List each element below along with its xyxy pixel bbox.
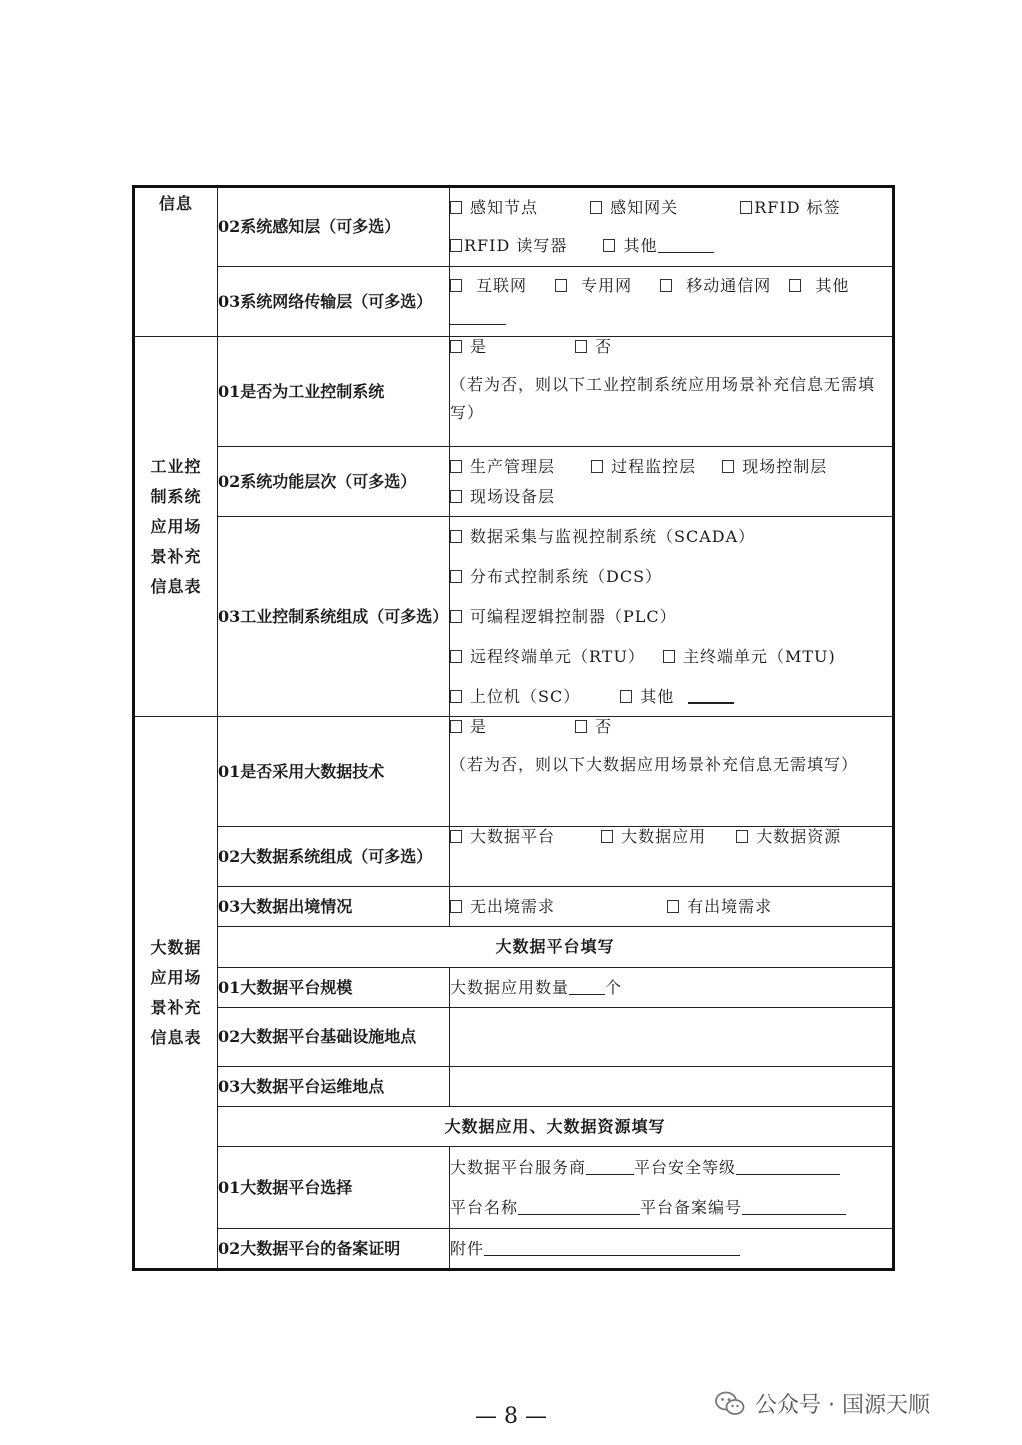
fill-blank[interactable] [484, 1241, 740, 1256]
checkbox[interactable] [591, 460, 603, 473]
checkbox[interactable] [450, 570, 462, 583]
page-number: — 8 — [475, 1404, 547, 1429]
checkbox[interactable] [450, 201, 462, 214]
checkbox[interactable] [667, 900, 679, 913]
checkbox[interactable] [450, 239, 462, 252]
watermark: 公众号 · 国源天顺 [715, 1388, 930, 1419]
checkbox[interactable] [450, 690, 462, 703]
answer-platform-infra-location[interactable] [450, 1008, 894, 1067]
answer-network-layer: 互联网 专用网 移动通信网 其他 [450, 267, 894, 337]
checkbox[interactable] [601, 830, 613, 843]
checkbox[interactable] [450, 900, 462, 913]
checkbox[interactable] [450, 610, 462, 623]
fill-blank[interactable] [742, 1200, 846, 1215]
question-platform-ops-location: 03大数据平台运维地点 [218, 1067, 450, 1107]
wechat-icon [715, 1391, 745, 1417]
checkbox[interactable] [450, 460, 462, 473]
question-platform-infra-location: 02大数据平台基础设施地点 [218, 1008, 450, 1067]
checkbox[interactable] [450, 340, 462, 353]
checkbox[interactable] [450, 720, 462, 733]
question-platform-choice: 01大数据平台选择 [218, 1147, 450, 1229]
fill-blank[interactable] [450, 310, 506, 325]
checkbox[interactable] [660, 279, 672, 292]
answer-filing-proof: 附件 [450, 1229, 894, 1270]
checkbox[interactable] [450, 490, 462, 503]
fill-blank[interactable] [688, 688, 734, 704]
question-uses-bigdata: 01是否采用大数据技术 [218, 717, 450, 827]
checkbox[interactable] [450, 650, 462, 663]
answer-bigdata-export: 无出境需求 有出境需求 [450, 887, 894, 927]
answer-platform-scale: 大数据应用数量 个 [450, 968, 894, 1008]
section-label-info: 信息 [134, 187, 218, 337]
checkbox[interactable] [722, 460, 734, 473]
info-form-table [132, 185, 895, 1271]
checkbox[interactable] [450, 279, 462, 292]
answer-is-ics: 是 否 （若为否，则以下工业控制系统应用场景补充信息无需填写） [450, 337, 894, 447]
section-label-ics: 工业控制系统应用场景补充信息表 [134, 337, 218, 717]
answer-perception-layer: 感知节点 感知网关 RFID 标签 RFID 读写器 其他 [450, 187, 894, 267]
checkbox[interactable] [575, 340, 587, 353]
fill-blank[interactable] [518, 1200, 640, 1215]
checkbox[interactable] [736, 830, 748, 843]
question-is-ics: 01是否为工业控制系统 [218, 337, 450, 447]
question-ics-components: 03工业控制系统组成（可多选） [218, 517, 450, 717]
answer-bigdata-components: 大数据平台 大数据应用 大数据资源 [450, 827, 894, 887]
question-bigdata-components: 02大数据系统组成（可多选） [218, 827, 450, 887]
answer-uses-bigdata: 是 否 （若为否，则以下大数据应用场景补充信息无需填写） [450, 717, 894, 827]
checkbox[interactable] [450, 830, 462, 843]
fill-blank[interactable] [658, 238, 714, 253]
checkbox[interactable] [603, 239, 615, 252]
answer-ics-components: 数据采集与监视控制系统（SCADA） 分布式控制系统（DCS） 可编程逻辑控制器（PLC） 远程终端单元（RTU） 主终端单元（MTU) 上位机（SC） 其他 [450, 517, 894, 717]
question-network-layer: 03系统网络传输层（可多选） [218, 267, 450, 337]
fill-blank[interactable] [586, 1160, 634, 1175]
answer-function-levels: 生产管理层 过程监控层 现场控制层 现场设备层 [450, 447, 894, 517]
checkbox[interactable] [575, 720, 587, 733]
checkbox[interactable] [555, 279, 567, 292]
subheading-apps-resources: 大数据应用、大数据资源填写 [218, 1107, 894, 1147]
checkbox[interactable] [450, 530, 462, 543]
checkbox[interactable] [740, 201, 752, 214]
answer-platform-ops-location[interactable] [450, 1067, 894, 1107]
question-bigdata-export: 03大数据出境情况 [218, 887, 450, 927]
fill-blank[interactable] [569, 980, 605, 995]
question-perception-layer: 02系统感知层（可多选） [218, 187, 450, 267]
checkbox[interactable] [590, 201, 602, 214]
section-label-bigdata: 大数据应用场景补充信息表 [134, 717, 218, 1270]
checkbox[interactable] [663, 650, 675, 663]
checkbox[interactable] [620, 690, 632, 703]
question-function-levels: 02系统功能层次（可多选） [218, 447, 450, 517]
fill-blank[interactable] [736, 1160, 840, 1175]
answer-platform-choice: 大数据平台服务商 平台安全等级 平台名称 平台备案编号 [450, 1147, 894, 1229]
checkbox[interactable] [789, 279, 801, 292]
question-platform-scale: 01大数据平台规模 [218, 968, 450, 1008]
question-filing-proof: 02大数据平台的备案证明 [218, 1229, 450, 1270]
subheading-platform: 大数据平台填写 [218, 927, 894, 968]
